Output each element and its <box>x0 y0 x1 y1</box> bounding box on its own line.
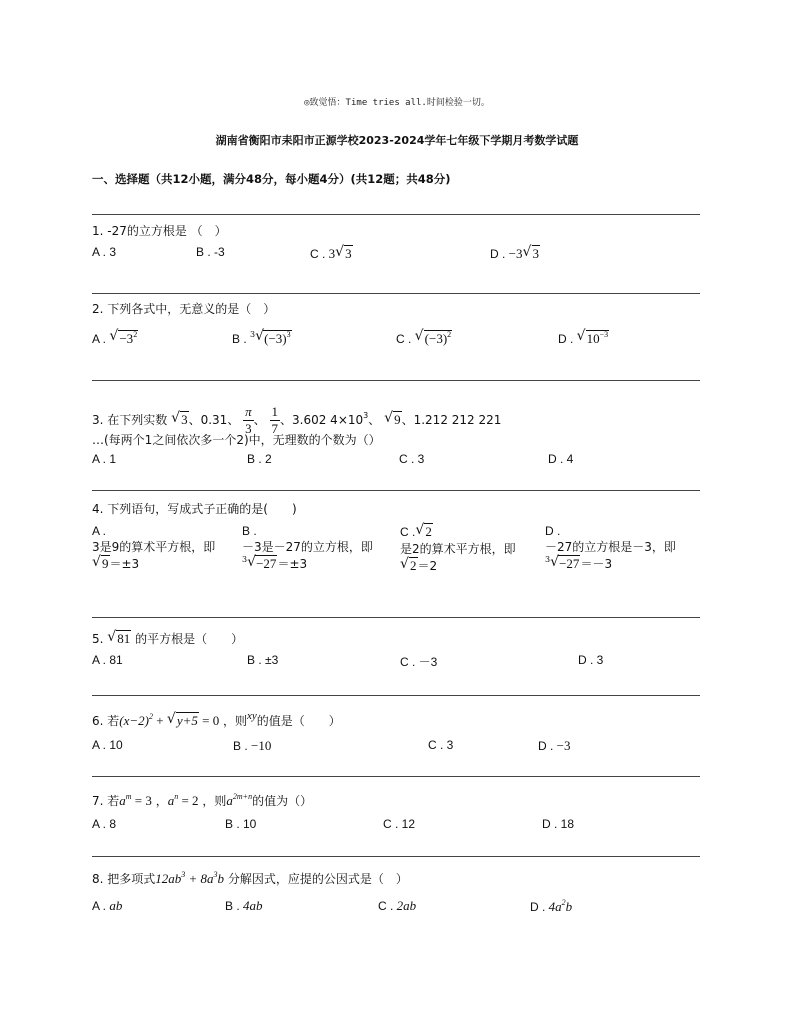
option-d[interactable]: D . 18 <box>542 817 575 831</box>
option-a[interactable]: A . 8 <box>92 817 117 831</box>
option-b[interactable]: B . 10 <box>225 817 257 831</box>
question-5 <box>92 628 702 674</box>
question-6 <box>92 706 702 756</box>
option-b[interactable]: B . 4ab <box>225 898 263 913</box>
option-c[interactable]: C . 3 <box>428 738 454 752</box>
question-3 <box>92 386 702 472</box>
option-c[interactable]: C . 3 <box>399 452 425 466</box>
option-b[interactable]: B . ±3 <box>247 653 279 667</box>
option-d[interactable]: D . −3 √ 3 <box>490 244 540 261</box>
option-d[interactable]: D . $4a^2b$ <box>530 898 573 914</box>
question-7 <box>92 790 702 836</box>
option-a[interactable]: A . √ $-3^2$ <box>92 328 138 346</box>
divider <box>92 776 700 777</box>
question-stem: 8. 把多项式$12ab^3 + 8a^3b$ 分解因式，应提的公因式是（ ） <box>92 870 408 886</box>
divider <box>92 214 700 215</box>
section-title: 一、选择题（共12小题，满分48分，每小题4分）(共12题；共48分) <box>92 172 451 186</box>
option-b[interactable]: B . -3 <box>196 245 225 259</box>
header-motto: ◎致觉悟：Time tries all.时间检验一切。 <box>304 98 490 108</box>
option-d[interactable]: D . 4 <box>548 452 574 466</box>
option-a[interactable]: A . 81 <box>92 653 123 667</box>
option-a[interactable]: A . 3是9的算术平方根，即 √ 9＝±3 <box>92 524 216 571</box>
option-a[interactable]: A . 10 <box>92 738 123 752</box>
question-stem: 7. 若$a^m = 3$ ，$a^n = 2$ ，则$a^{2m+n}$的值为（） <box>92 792 313 808</box>
divider <box>92 380 700 381</box>
divider <box>92 490 700 491</box>
option-b[interactable]: B . 2 <box>247 452 272 466</box>
option-b[interactable]: B . －3是－27的立方根，即 $^3$ √ −27＝±3 <box>242 524 373 571</box>
option-a[interactable]: A . 3 <box>92 245 117 259</box>
question-4 <box>92 500 702 600</box>
divider <box>92 695 700 696</box>
divider <box>92 293 700 294</box>
question-stem: 2. 下列各式中，无意义的是（ ） <box>92 302 276 316</box>
question-stem-line2: …(每两个1之间依次多一个2)中，无理数的个数为（） <box>92 433 381 447</box>
question-stem: 4. 下列语句，写成式子正确的是( ) <box>92 502 297 516</box>
question-stem: 6. 若$(x-2)^2$ + √ y+5 = 0 ，则xy的值是（ ） <box>92 710 341 728</box>
question-2 <box>92 300 702 360</box>
option-c[interactable]: C . 2ab <box>378 898 417 913</box>
question-stem: 1. -27的立方根是 （ ） <box>92 224 227 238</box>
question-1 <box>92 222 702 272</box>
option-d[interactable]: D . 3 <box>578 653 604 667</box>
question-8 <box>92 866 702 920</box>
option-c[interactable]: C . √ 2 是2的算术平方根，即 √ 2＝2 <box>400 522 516 573</box>
option-d[interactable]: D . √ $10^{-3}$ <box>558 328 609 346</box>
question-stem: 3. 在下列实数 √ 3、0.31、 $\frac{\pi}{3}$ 、 $\frac{1}{7}$ 、3.602 $4\times 10^3$、 √ 9、1.212 212 221 <box>92 404 502 436</box>
option-a[interactable]: A . 1 <box>92 452 117 466</box>
option-c[interactable]: C . 3 √ 3 <box>310 244 352 261</box>
exam-title: 湖南省衡阳市耒阳市正源学校2023-2024学年七年级下学期月考数学试题 <box>215 134 579 147</box>
option-c[interactable]: C . √ $(-3)^2$ <box>396 328 452 346</box>
divider <box>92 856 700 857</box>
option-b[interactable]: B . $^3$ √ $(-3)^3$ <box>232 328 291 346</box>
option-d[interactable]: D . －27的立方根是－3，即 $^3$ √ −27＝－3 <box>545 524 676 571</box>
question-stem: 5. √ 81 的平方根是（ ） <box>92 629 244 646</box>
divider <box>92 617 700 618</box>
option-a[interactable]: A . ab <box>92 898 123 913</box>
option-d[interactable]: D . −3 <box>538 738 571 753</box>
option-c[interactable]: C . 12 <box>383 817 416 831</box>
option-c[interactable]: C . －3 <box>400 655 438 669</box>
option-b[interactable]: B . −10 <box>233 738 272 753</box>
